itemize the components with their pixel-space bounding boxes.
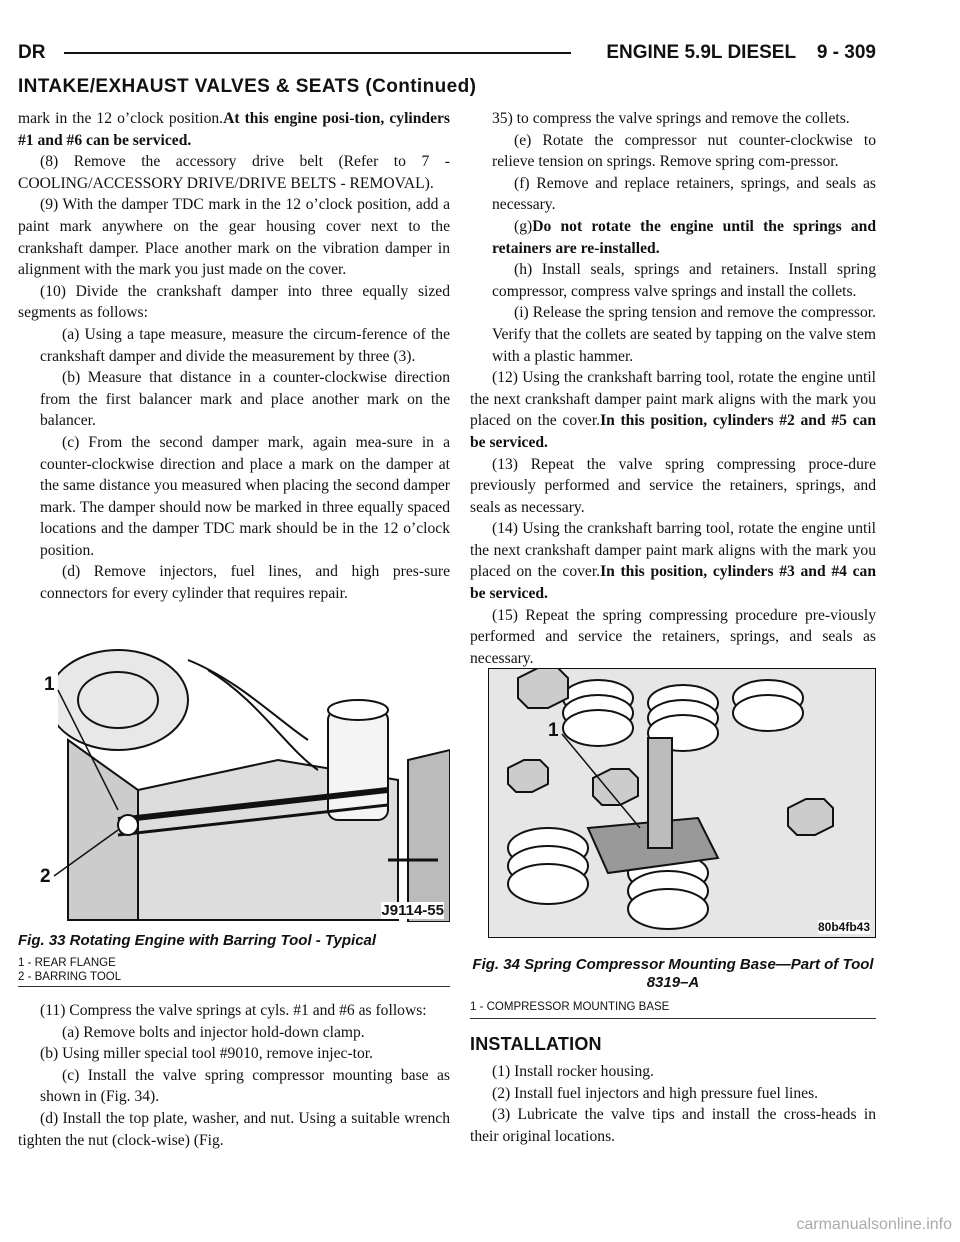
- paragraph: (g)Do not rotate the engine until the springs and retainers are re-installed.: [492, 217, 876, 257]
- header-right: ENGINE 5.9L DIESEL 9 - 309: [606, 42, 876, 63]
- callout-2: 2: [40, 866, 51, 887]
- paragraph: (b) Measure that distance in a counter-clockwise direction from the first balancer mark and place another mark on the balancer.: [40, 369, 450, 430]
- figure-caption: Fig. 33 Rotating Engine with Barring Tool - Typical: [18, 932, 377, 949]
- paragraph: mark in the 12 o’clock position.At this engine posi-tion, cylinders #1 and #6 can be serviced.: [18, 110, 450, 149]
- paragraph: (h) Install seals, springs and retainers. Install spring compressor, compress valve springs and install the collets.: [492, 261, 876, 300]
- paragraph: (c) Install the valve spring compressor mounting base as shown in (Fig. 34).: [40, 1066, 450, 1106]
- paragraph: (b) Using miller special tool #9010, remove injec-tor.: [40, 1045, 374, 1063]
- callout-1: 1: [44, 674, 55, 695]
- paragraph: (11) Compress the valve springs at cyls. #1 and #6 as follows:: [40, 1002, 427, 1019]
- running-header: [18, 34, 876, 74]
- watermark: carmanualsonline.info: [796, 1216, 952, 1233]
- legend-item: 2 - BARRING TOOL: [18, 971, 122, 983]
- callout-leader-lines: [18, 640, 178, 922]
- paragraph: (a) Using a tape measure, measure the circum-ference of the crankshaft damper and divide the measurement by three (3).: [40, 325, 450, 365]
- section-heading: INSTALLATION: [470, 1034, 602, 1054]
- header-rule: [64, 52, 571, 54]
- installation-section: [470, 1034, 876, 1147]
- paragraph: (e) Rotate the compressor nut counter-clockwise to relieve tension on springs. Remove spring com-pressor.: [492, 131, 876, 171]
- paragraph: (2) Install fuel injectors and high pressure fuel lines.: [492, 1084, 819, 1102]
- paragraph: (3) Lubricate the valve tips and install the cross-heads in their original locations.: [470, 1106, 876, 1145]
- paragraph: (f) Remove and replace retainers, springs, and seals as necessary.: [492, 174, 876, 214]
- paragraph: 35) to compress the valve springs and remove the collets.: [492, 110, 850, 127]
- paragraph: (c) From the second damper mark, again mea-sure in a counter-clockwise direction and place a mark on the damper at the same distance you measured when placing the second damper mark. The damper should now be marked in three equally spaced locations and the damper TDC mark should be in the 12 o’clock position.: [40, 433, 450, 559]
- paragraph: (10) Divide the crankshaft damper into three equally sized segments as follows:: [18, 282, 450, 322]
- legend-item: 1 - REAR FLANGE: [18, 957, 116, 969]
- paragraph: (a) Remove bolts and injector hold-down clamp.: [62, 1023, 365, 1041]
- paragraph: (14) Using the crankshaft barring tool, rotate the engine until the next crankshaft damper paint mark aligns with the mark you placed on the cover.In this position, cylinders #3 and #4 can be serviced.: [470, 520, 876, 603]
- paragraph: (d) Install the top plate, washer, and nut. Using a suitable wrench tighten the nut (clock-wise) (Fig.: [18, 1109, 450, 1149]
- right-column: [470, 108, 876, 669]
- callout-1: 1: [548, 720, 559, 741]
- figure-code: 80b4fb43: [817, 920, 870, 934]
- figure-legend: [470, 1000, 669, 1014]
- paragraph: (d) Remove injectors, fuel lines, and high pres-sure connectors for every cylinder that requires repair.: [40, 563, 450, 603]
- paragraph: (12) Using the crankshaft barring tool, rotate the engine until the next crankshaft damper paint mark aligns with the mark you placed on the cover.In this position, cylinders #2 and #5 can be serviced.: [470, 369, 876, 451]
- paragraph: (13) Repeat the valve spring compressing proce-dure previously performed and service the retainers, springs, and seals as necessary.: [470, 455, 876, 516]
- paragraph: (i) Release the spring tension and remove the compressor. Verify that the collets are seated by tapping on the valve stem with a plastic hammer.: [492, 304, 876, 365]
- legend-item: 1 - COMPRESSOR MOUNTING BASE: [470, 1001, 670, 1013]
- figure-33: [18, 640, 450, 987]
- figure-legend: [18, 956, 121, 984]
- paragraph: (1) Install rocker housing.: [492, 1063, 654, 1080]
- figure-34: [470, 668, 876, 1019]
- header-left: DR: [18, 42, 46, 63]
- left-column: [18, 108, 450, 605]
- section-title: INTAKE/EXHAUST VALVES & SEATS (Continued): [18, 76, 477, 97]
- left-column-continued: [18, 1000, 450, 1151]
- paragraph: (9) With the damper TDC mark in the 12 o’clock position, add a paint mark anywhere on the gear housing cover next to the crankshaft damper. Place another mark on the vibration damper in alignment with the mark you just made on the cover.: [18, 196, 450, 279]
- callout-leader-line: [470, 668, 670, 868]
- paragraph: (15) Repeat the spring compressing procedure pre-viously performed and service the retainers, springs, and seals as necessary.: [470, 606, 876, 667]
- figure-code: J9114-55: [381, 902, 444, 919]
- paragraph: (8) Remove the accessory drive belt (Refer to 7 - COOLING/ACCESSORY DRIVE/DRIVE BELTS - REMOVAL).: [18, 153, 450, 192]
- figure-caption: Fig. 34 Spring Compressor Mounting Base—Part of Tool 8319–A: [472, 956, 874, 991]
